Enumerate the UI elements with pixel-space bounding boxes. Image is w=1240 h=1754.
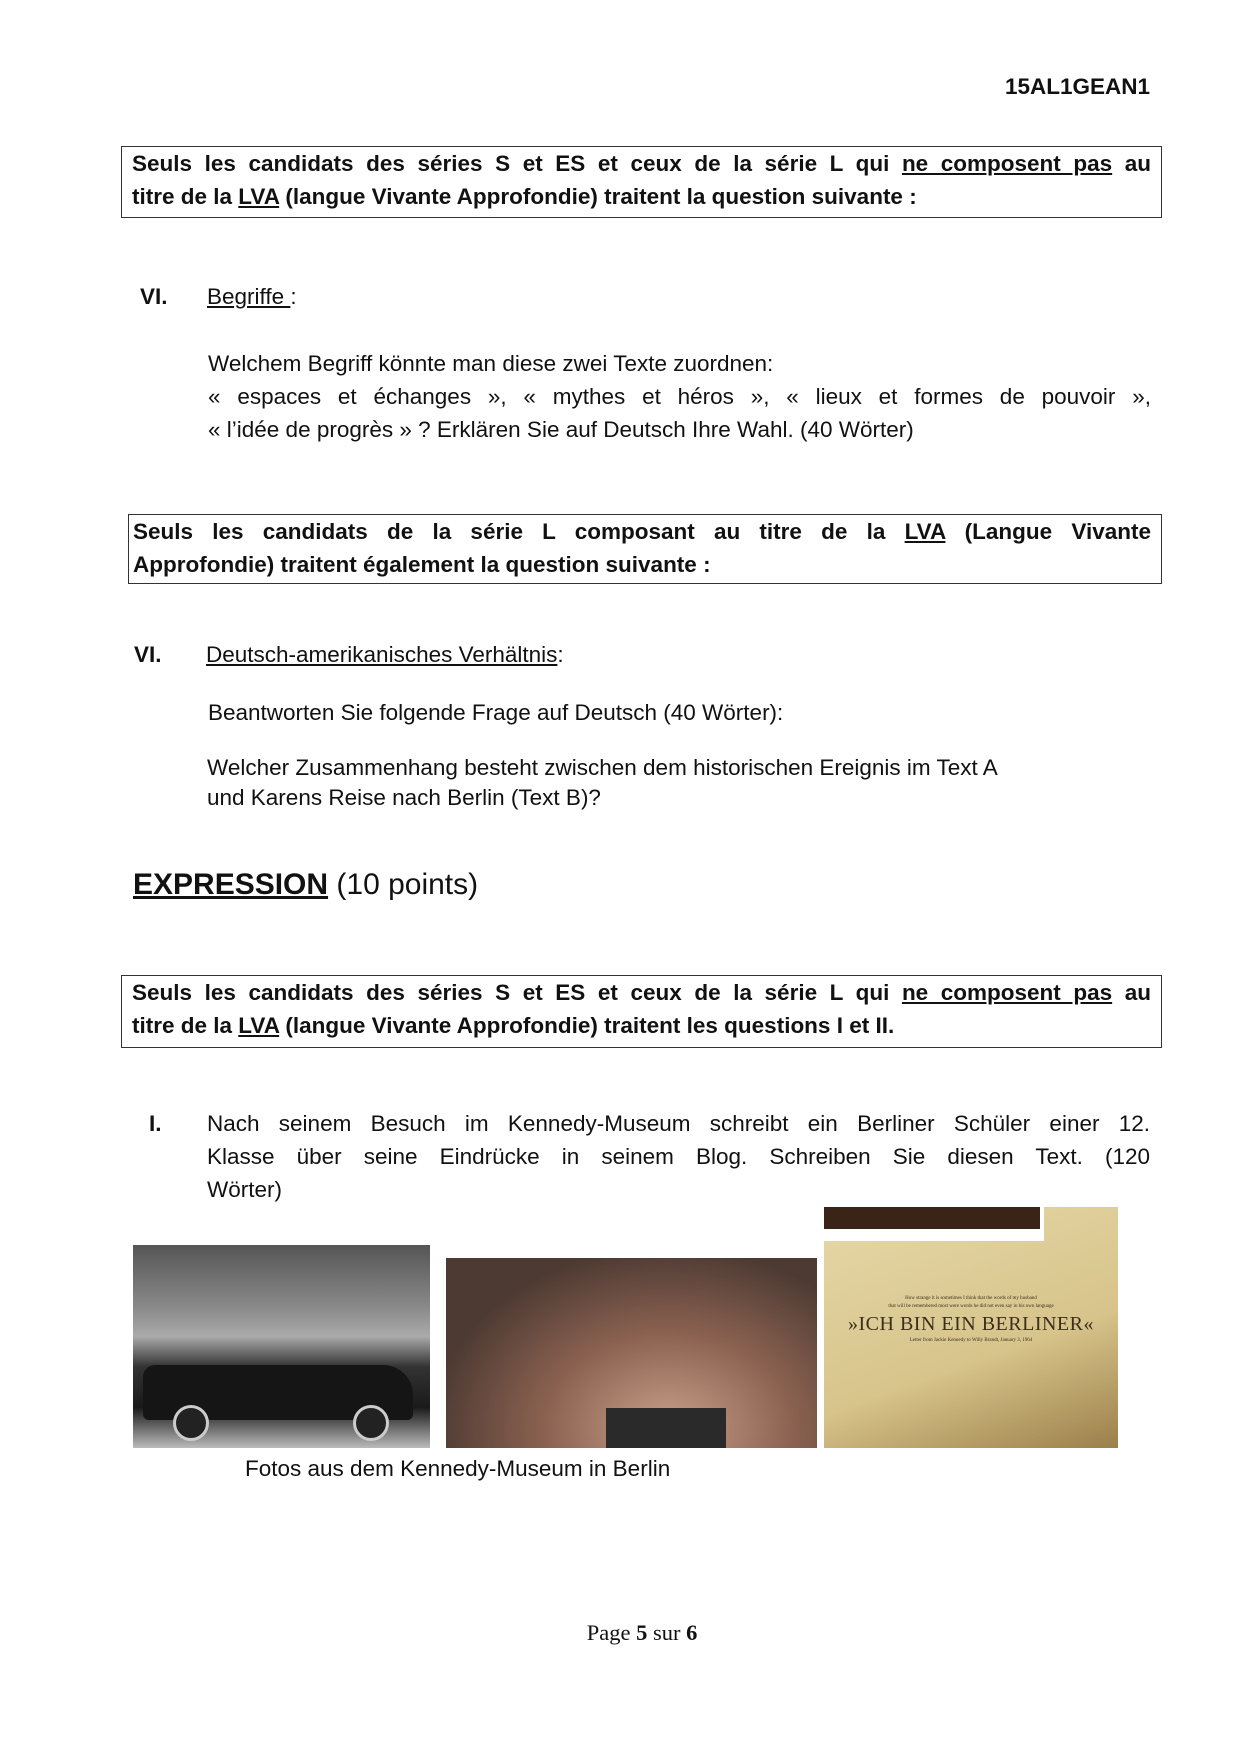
notice-text: (langue Vivante Approfondie) traitent les questions I et II. (279, 1013, 895, 1038)
notice-text: Approfondie) traitent également la question suivante : (133, 552, 711, 577)
question-number: I. (149, 1111, 162, 1136)
notice-text: (Langue Vivante (945, 519, 1151, 544)
question-text (208, 347, 1151, 446)
notice-text: Seuls les candidats des séries S et ES et ceux de la série L qui (132, 980, 902, 1005)
section-points: (10 points) (328, 868, 479, 901)
notice-box-3 (121, 975, 1162, 1048)
colon: : (290, 284, 297, 309)
question-line: « l’idée de progrès » ? Erklären Sie auf Deutsch Ihre Wahl. (40 Wörter) (208, 417, 914, 442)
colon: : (557, 642, 564, 667)
notice-text: titre de la (132, 184, 239, 209)
question-line: Welchem Begriff könnte man diese zwei Texte zuordnen: (208, 351, 774, 376)
plaque-text (824, 1295, 1118, 1345)
notice-text: titre de la (132, 1013, 239, 1038)
question-line: Klasse über seine Eindrücke in seinem Blog. Schreiben Sie diesen Text. (120 (207, 1144, 1150, 1169)
page-number (0, 1620, 1240, 1646)
notice-text: Seuls les candidats des séries S et ES et ceux de la série L qui (132, 151, 902, 176)
notice-text: au (1112, 151, 1151, 176)
car-wheel (173, 1405, 209, 1441)
question-title (206, 638, 564, 671)
plaque-quote: How strange it is sometimes I think that the words of my husband (905, 1296, 1037, 1301)
question-title (207, 280, 297, 313)
question-text (207, 753, 998, 813)
notice-emphasis: LVA (238, 184, 280, 209)
question-number: VI. (140, 284, 168, 309)
plaque-title: »ICH BIN EIN BERLINER« (848, 1313, 1094, 1335)
question-line: « espaces et échanges », « mythes et héros », « lieux et formes de pouvoir », (208, 384, 1151, 409)
photo-plaque (824, 1207, 1118, 1448)
photo-kennedy-motorcade (133, 1245, 430, 1448)
page-label: Page (586, 1620, 637, 1645)
question-text (207, 1107, 1150, 1206)
notice-emphasis: LVA (904, 519, 946, 544)
notice-box-2 (128, 514, 1162, 584)
notice-text: (langue Vivante Approfondie) traitent la question suivante : (279, 184, 917, 209)
notice-emphasis: LVA (238, 1013, 280, 1038)
question-line: und Karens Reise nach Berlin (Text B)? (207, 785, 601, 810)
notice-text: au (1112, 980, 1151, 1005)
photo-crowd (446, 1258, 817, 1448)
stage-shape (606, 1408, 726, 1448)
photo-caption: Fotos aus dem Kennedy-Museum in Berlin (245, 1456, 671, 1481)
notice-emphasis: ne composent pas (901, 151, 1113, 176)
question-line: Welcher Zusammenhang besteht zwischen dem historischen Ereignis im Text A (207, 755, 998, 780)
plaque-source: Letter from Jackie Kennedy to Willy Brandt, January 3, 1964 (909, 1338, 1033, 1343)
question-line: Nach seinem Besuch im Kennedy-Museum schreibt ein Berliner Schüler einer 12. (207, 1111, 1150, 1136)
frame-corner-inner (824, 1207, 1040, 1229)
section-title: EXPRESSION (133, 868, 329, 901)
car-wheel (353, 1405, 389, 1441)
notice-box-1 (121, 146, 1162, 218)
plaque-quote: that will be remembered most were words he did not even say in his own language (888, 1304, 1054, 1309)
question-text: Beantworten Sie folgende Frage auf Deutsch (40 Wörter): (208, 700, 784, 725)
question-number: VI. (134, 642, 162, 667)
question-title-text: Begriffe (207, 284, 291, 309)
page-sur: sur (647, 1620, 687, 1645)
notice-text: Seuls les candidats de la série L composant au titre de la (133, 519, 905, 544)
question-line: Wörter) (207, 1177, 282, 1202)
total-pages: 6 (686, 1620, 698, 1645)
document-code: 15AL1GEAN1 (1004, 74, 1150, 99)
question-title-text: Deutsch-amerikanisches Verhältnis (206, 642, 558, 667)
current-page: 5 (636, 1620, 648, 1645)
notice-emphasis: ne composent pas (901, 980, 1113, 1005)
section-heading (133, 868, 478, 902)
